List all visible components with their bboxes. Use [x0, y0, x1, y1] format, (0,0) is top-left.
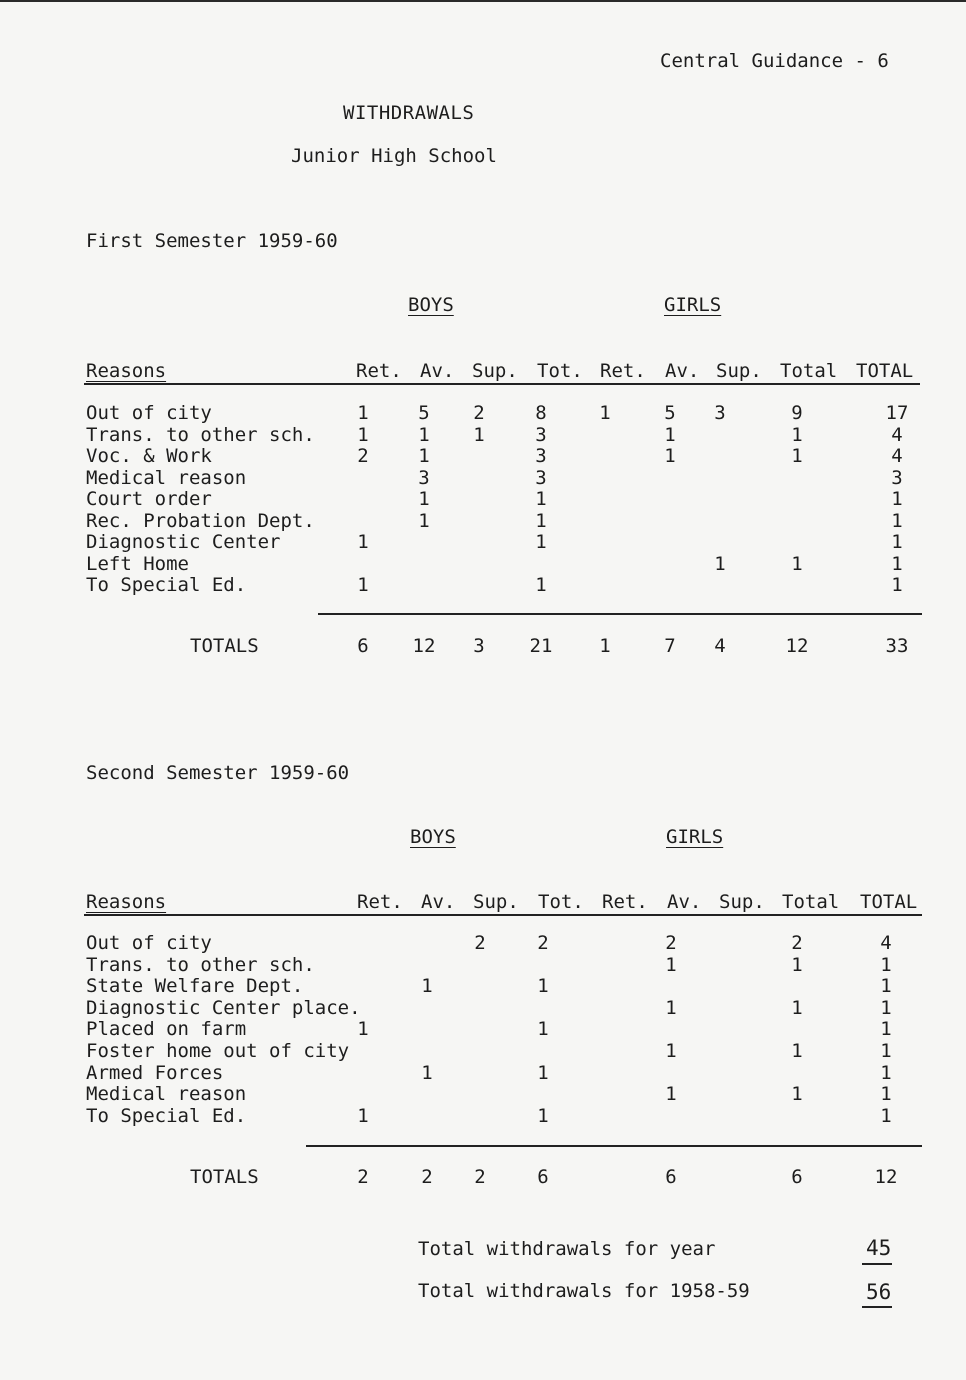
cell-boys-tot: 3 [535, 466, 547, 489]
total-girls-ret: 1 [599, 635, 611, 657]
cell-boys-tot: 3 [535, 445, 547, 467]
cell-girls-total: 2 [791, 932, 803, 954]
cell-grand-total: 17 [885, 402, 909, 424]
col-header-girls-total: Total [780, 360, 838, 382]
col-header-boys-tot: Tot. [537, 360, 583, 382]
cell-boys-av: 1 [421, 1061, 433, 1084]
col-header-girls-sup: Sup. [716, 360, 762, 382]
cell-grand-total: 1 [880, 996, 892, 1019]
totals-label: TOTALS [190, 1166, 259, 1188]
cell-girls-sup: 1 [714, 552, 726, 575]
total-boys-tot: 21 [529, 635, 553, 657]
total-girls-sup: 4 [714, 635, 726, 657]
total-boys-av: 12 [412, 635, 436, 657]
total-boys-av: 2 [421, 1166, 433, 1188]
cell-boys-sup: 2 [473, 402, 485, 424]
cell-grand-total: 1 [880, 1018, 892, 1041]
cell-grand-total: 1 [891, 509, 903, 532]
cell-grand-total: 4 [891, 445, 903, 467]
total-grand-total: 33 [885, 635, 909, 657]
col-header-boys-sup: Sup. [473, 891, 519, 913]
semester-title: Second Semester 1959-60 [86, 762, 350, 784]
cell-boys-ret: 1 [357, 1018, 369, 1041]
reason-cell: Placed on farm [86, 1018, 247, 1041]
cell-boys-tot: 1 [537, 1018, 549, 1041]
cell-grand-total: 1 [891, 552, 903, 575]
header-rule [84, 383, 920, 385]
total-girls-total: 12 [785, 635, 809, 657]
prev-year-total-underline [862, 1306, 892, 1308]
col-header-grand-total: TOTAL [856, 360, 914, 382]
totals-label: TOTALS [190, 635, 259, 657]
cell-girls-total: 1 [791, 996, 803, 1019]
reason-cell: To Special Ed. [86, 1104, 247, 1127]
cell-girls-total: 1 [791, 1040, 803, 1062]
cell-boys-tot: 1 [535, 488, 547, 510]
col-header-boys-av: Av. [421, 891, 456, 913]
cell-grand-total: 1 [891, 531, 903, 553]
col-header-grand-total: TOTAL [860, 891, 918, 913]
cell-girls-total: 9 [791, 402, 803, 424]
reason-cell: To Special Ed. [86, 574, 247, 596]
girls-heading: GIRLS [664, 294, 722, 316]
cell-girls-total: 1 [791, 552, 803, 575]
cell-boys-av: 1 [418, 488, 430, 510]
cell-boys-tot: 3 [535, 423, 547, 446]
total-boys-ret: 2 [357, 1166, 369, 1188]
reason-cell: Trans. to other sch. [86, 953, 315, 976]
col-header-girls-ret: Ret. [600, 360, 646, 382]
cell-boys-tot: 1 [537, 1104, 549, 1127]
col-header-girls-sup: Sup. [719, 891, 765, 913]
header-rule [84, 914, 922, 916]
total-girls-total: 6 [791, 1166, 803, 1188]
prev-year-total-label: Total withdrawals for 1958-59 [418, 1280, 750, 1302]
cell-boys-ret: 1 [357, 531, 369, 553]
document-title: WITHDRAWALS [343, 102, 475, 124]
total-grand-total: 12 [874, 1166, 898, 1188]
cell-boys-av: 1 [421, 975, 433, 998]
cell-boys-tot: 2 [537, 932, 549, 954]
cell-boys-av: 1 [418, 445, 430, 467]
total-girls-av: 6 [665, 1166, 677, 1188]
cell-girls-av: 1 [664, 423, 676, 446]
page-label: Central Guidance - 6 [660, 50, 889, 72]
col-header-boys-ret: Ret. [357, 891, 403, 913]
cell-boys-sup: 2 [474, 932, 486, 954]
year-total-label: Total withdrawals for year [418, 1238, 716, 1260]
cell-grand-total: 1 [880, 975, 892, 998]
total-boys-ret: 6 [357, 635, 369, 657]
reason-cell: State Welfare Dept. [86, 975, 304, 998]
boys-heading: BOYS [410, 826, 456, 848]
col-header-girls-ret: Ret. [602, 891, 648, 913]
total-girls-av: 7 [664, 635, 676, 657]
cell-boys-av: 5 [418, 402, 430, 424]
col-header-boys-ret: Ret. [356, 360, 402, 382]
col-header-boys-sup: Sup. [472, 360, 518, 382]
cell-girls-av: 1 [665, 996, 677, 1019]
cell-boys-ret: 1 [357, 1104, 369, 1127]
cell-boys-tot: 1 [537, 1061, 549, 1084]
year-total-value: 45 [866, 1236, 892, 1260]
total-boys-sup: 3 [473, 635, 485, 657]
reason-cell: Voc. & Work [86, 445, 212, 467]
cell-grand-total: 1 [880, 953, 892, 976]
reason-cell: Left Home [86, 552, 189, 575]
cell-boys-tot: 1 [535, 574, 547, 596]
cell-girls-total: 1 [791, 423, 803, 446]
cell-grand-total: 1 [880, 1061, 892, 1084]
cell-grand-total: 4 [880, 932, 892, 954]
cell-girls-av: 1 [664, 445, 676, 467]
boys-heading: BOYS [408, 294, 454, 316]
col-header-girls-av: Av. [665, 360, 700, 382]
cell-grand-total: 1 [891, 574, 903, 596]
reason-cell: Medical reason [86, 466, 247, 489]
cell-boys-tot: 8 [535, 402, 547, 424]
reason-cell: Rec. Probation Dept. [86, 509, 315, 532]
reasons-header: Reasons [86, 891, 167, 913]
top-edge-rule [0, 0, 966, 2]
totals-rule [306, 1145, 922, 1147]
cell-boys-sup: 1 [473, 423, 485, 446]
cell-girls-av: 2 [665, 932, 677, 954]
cell-grand-total: 1 [880, 1040, 892, 1062]
col-header-girls-total: Total [782, 891, 840, 913]
cell-boys-ret: 1 [357, 423, 369, 446]
col-header-boys-av: Av. [420, 360, 455, 382]
semester-title: First Semester 1959-60 [86, 230, 338, 252]
cell-girls-av: 5 [664, 402, 676, 424]
reason-cell: Out of city [86, 932, 212, 954]
cell-girls-total: 1 [791, 445, 803, 467]
cell-grand-total: 4 [891, 423, 903, 446]
prev-year-total-value: 56 [866, 1280, 892, 1304]
reason-cell: Diagnostic Center place. [86, 996, 361, 1019]
cell-girls-av: 1 [665, 953, 677, 976]
cell-boys-tot: 1 [537, 975, 549, 998]
reason-cell: Diagnostic Center [86, 531, 281, 553]
reason-cell: Armed Forces [86, 1061, 224, 1084]
cell-girls-av: 1 [665, 1040, 677, 1062]
reason-cell: Out of city [86, 402, 212, 424]
cell-grand-total: 1 [891, 488, 903, 510]
cell-boys-ret: 1 [357, 402, 369, 424]
cell-grand-total: 3 [891, 466, 903, 489]
cell-grand-total: 1 [880, 1083, 892, 1106]
reason-cell: Trans. to other sch. [86, 423, 315, 446]
cell-girls-sup: 3 [714, 402, 726, 424]
girls-heading: GIRLS [666, 826, 724, 848]
col-header-boys-tot: Tot. [538, 891, 584, 913]
cell-boys-av: 1 [418, 423, 430, 446]
cell-grand-total: 1 [880, 1104, 892, 1127]
cell-boys-tot: 1 [535, 531, 547, 553]
cell-boys-ret: 1 [357, 574, 369, 596]
cell-girls-total: 1 [791, 953, 803, 976]
totals-rule [318, 613, 922, 615]
total-boys-tot: 6 [537, 1166, 549, 1188]
reason-cell: Medical reason [86, 1083, 247, 1106]
col-header-girls-av: Av. [667, 891, 702, 913]
cell-boys-ret: 2 [357, 445, 369, 467]
cell-boys-av: 1 [418, 509, 430, 532]
cell-girls-ret: 1 [599, 402, 611, 424]
reason-cell: Court order [86, 488, 212, 510]
cell-boys-av: 3 [418, 466, 430, 489]
year-total-underline [862, 1263, 892, 1265]
reasons-header: Reasons [86, 360, 167, 382]
reason-cell: Foster home out of city [86, 1040, 350, 1062]
cell-boys-tot: 1 [535, 509, 547, 532]
cell-girls-av: 1 [665, 1083, 677, 1106]
total-boys-sup: 2 [474, 1166, 486, 1188]
cell-girls-total: 1 [791, 1083, 803, 1106]
document-subtitle: Junior High School [291, 145, 497, 167]
